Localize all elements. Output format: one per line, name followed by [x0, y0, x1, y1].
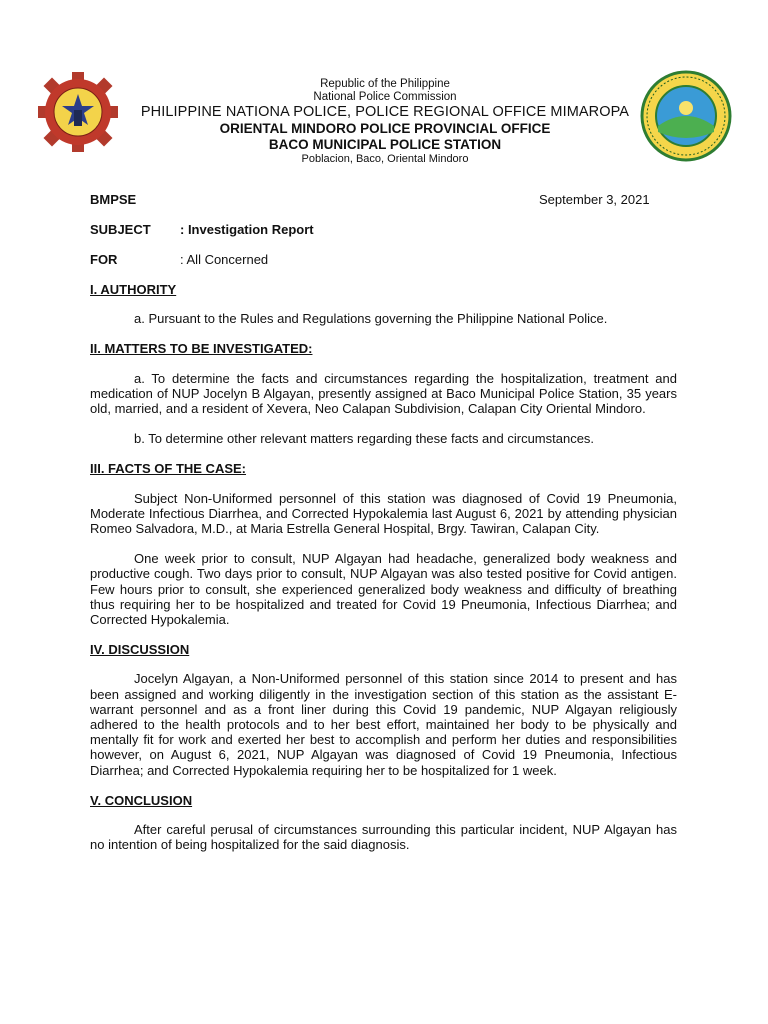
- facts-paragraph-1: Subject Non-Uniformed personnel of this station was diagnosed of Covid 19 Pneumonia, Moderate Infectious Diarrhea, and Corrected Hypokalemia last August 6, 2021 by attending physician Romeo Salvadora, M.D., at Maria Estrella General Hospital, Brgy. Tawiran, Calapan City.: [90, 490, 677, 537]
- baco-municipal-seal-icon: [640, 70, 732, 162]
- memo-subject-value: : Investigation Report: [180, 222, 314, 237]
- letterhead-provincial-office: ORIENTAL MINDORO POLICE PROVINCIAL OFFICE: [219, 121, 551, 136]
- facts-paragraph-2: One week prior to consult, NUP Algayan had headache, generalized body weakness and productive cough. Two days prior to consult, NUP Algayan was also tested positive for Covid antigen. Few hours prior to consult, she experienced generalized body weakness and difficulty of breathing thus requiring her to be hospitalized and treated for Covid 19 Pneumonia, Infectious Diarrhea; and Corrected Hypokalemia.: [90, 551, 677, 628]
- memo-for-value: : All Concerned: [180, 252, 269, 267]
- letterhead-napolcom: National Police Commission: [313, 91, 457, 103]
- conclusion-paragraph: After careful perusal of circumstances surrounding this particular incident, NUP Algayan has no intention of being hospitalized for the said diagnosis.: [90, 822, 677, 853]
- memo-for-label: FOR: [90, 252, 118, 267]
- memo-subject-label: SUBJECT: [90, 222, 151, 237]
- letterhead-pnp-region: PHILIPPINE NATIONA POLICE, POLICE REGIONAL OFFICE MIMAROPA: [140, 104, 630, 120]
- authority-paragraph: a. Pursuant to the Rules and Regulations governing the Philippine National Police.: [134, 311, 608, 327]
- section-heading-matters: II. MATTERS TO BE INVESTIGATED:: [90, 341, 313, 357]
- memo-subject-line: [90, 222, 314, 237]
- report-body: [90, 282, 677, 867]
- section-heading-conclusion: V. CONCLUSION: [90, 792, 193, 808]
- section-heading-discussion: IV. DISCUSSION: [90, 642, 190, 658]
- section-heading-facts: III. FACTS OF THE CASE:: [90, 461, 247, 477]
- section-heading-authority: I. AUTHORITY: [90, 282, 177, 297]
- discussion-paragraph: Jocelyn Algayan, a Non-Uniformed personnel of this station since 2014 to present and has been assigned and working diligently in the investigation section of this station as the assistant E-warrant personnel and as a front liner during this Covid 19 pandemic, NUP Algayan religiously adhered to the health protocols and to her best effort, maintained her body to be physically and mentally fit for work and exerted her best to accomplish and perform her duties and responsibilities however, on August 6, 2021, NUP Algayan was diagnosed of Covid 19 Pneumonia, Infectious Diarrhea; and Corrected Hypokalemia requiring her to be hospitalized for 1 week.: [90, 671, 677, 778]
- pnp-seal-icon: [36, 70, 120, 154]
- matters-paragraph-a: a. To determine the facts and circumstances regarding the hospitalization, treatment and medication of NUP Jocelyn B Algayan, presently assigned at Baco Municipal Police Station, 35 years old, married, and a resident of Xevera, Neo Calapan Subdivision, Calapan City Oriental Mindoro.: [90, 370, 677, 417]
- memo-for-line: [90, 252, 268, 267]
- memo-date: September 3, 2021: [539, 192, 650, 207]
- letterhead: [120, 78, 650, 166]
- matters-paragraph-b: b. To determine other relevant matters regarding these facts and circumstances.: [134, 431, 595, 447]
- memo-reference: BMPSE: [90, 192, 137, 207]
- letterhead-station: BACO MUNICIPAL POLICE STATION: [268, 137, 502, 152]
- letterhead-republic: Republic of the Philippine: [320, 78, 450, 90]
- letterhead-address: Poblacion, Baco, Oriental Mindoro: [301, 153, 469, 165]
